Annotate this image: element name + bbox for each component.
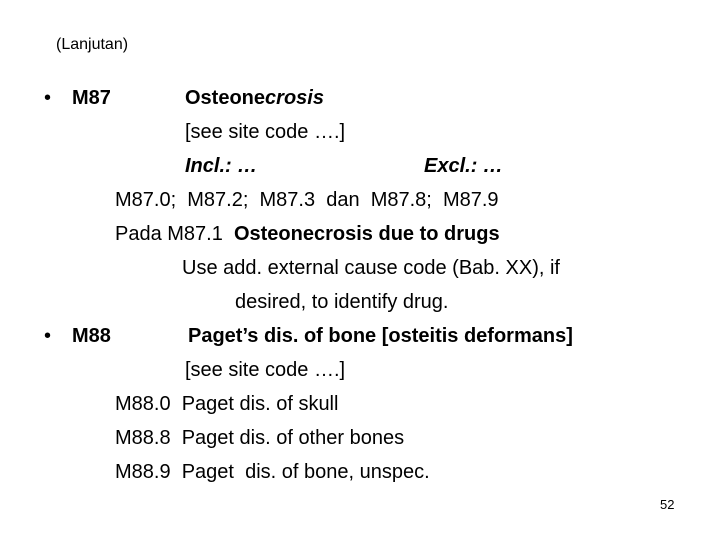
list-item: M88.8 Paget dis. of other bones [115, 427, 405, 449]
title-m87-prefix: Osteone [185, 87, 266, 109]
title-m88: Paget’s dis. of bone [osteitis deformans] [188, 325, 573, 347]
list-item: M88.9 Paget dis. of bone, unspec. [115, 461, 430, 483]
see-site-code-m88: [see site code ….] [185, 359, 346, 381]
title-m87 [185, 88, 324, 108]
codes-line: M87.0; M87.2; M87.3 dan M87.8; M87.9 [115, 189, 499, 211]
list-item: M88.0 Paget dis. of skull [115, 393, 339, 415]
code-m87: M87 [72, 87, 111, 109]
excl-label: Excl.: … [424, 155, 503, 177]
note-line-2: desired, to identify drug. [235, 291, 449, 313]
continuation-label: (Lanjutan) [56, 36, 129, 53]
pada-prefix: Pada M87.1 [115, 223, 234, 245]
pada-line [115, 224, 500, 244]
title-m87-suffix: crosis [265, 87, 324, 109]
pada-bold: Osteonecrosis due to drugs [233, 223, 500, 245]
bullet-m87: • [44, 87, 52, 109]
incl-label: Incl.: … [185, 155, 258, 177]
note-line-1: Use add. external cause code (Bab. XX), if [182, 257, 560, 279]
page-number: 52 [660, 497, 675, 512]
see-site-code-m87: [see site code ….] [185, 121, 346, 143]
code-m88: M88 [72, 325, 111, 347]
bullet-m88: • [44, 325, 52, 347]
